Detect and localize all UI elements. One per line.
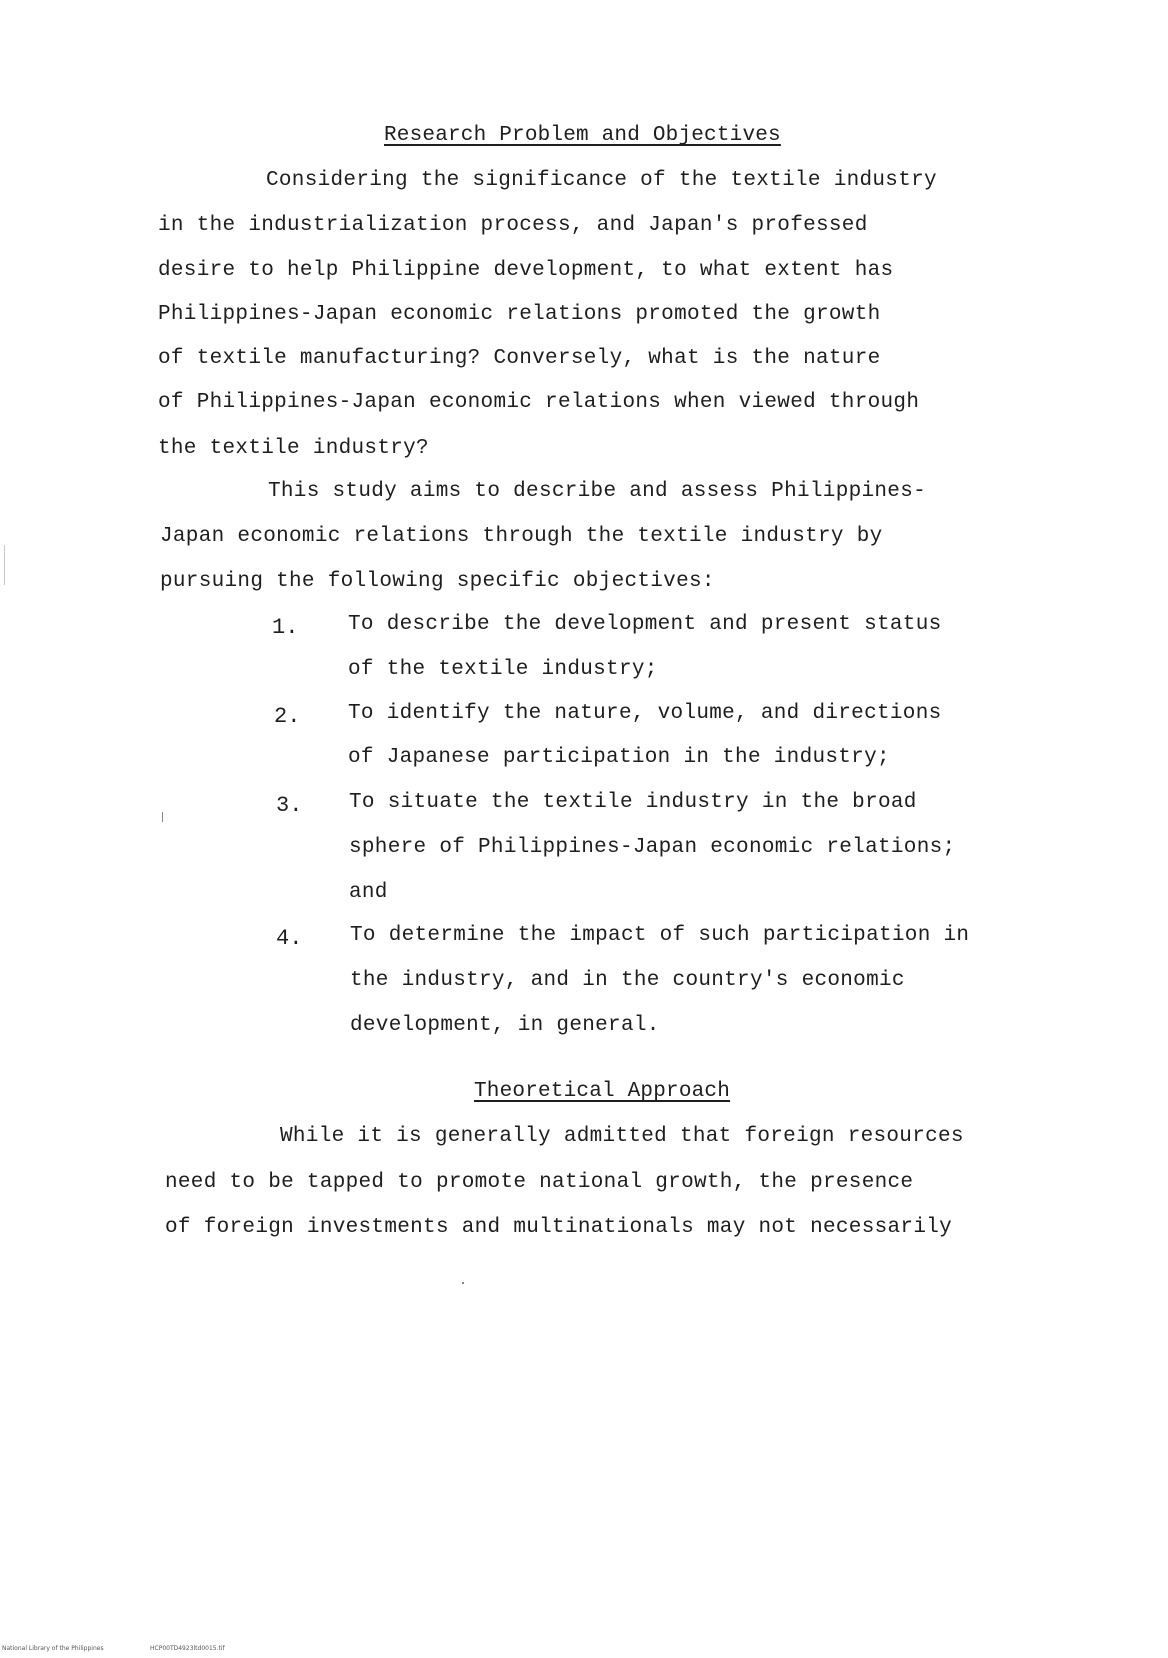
paragraph-line: of Philippines-Japan economic relations when viewed through [158, 391, 920, 414]
paragraph-line: pursuing the following specific objectives: [160, 570, 715, 593]
scan-speck [462, 1282, 464, 1284]
objective-line: and [349, 881, 388, 904]
paragraph-line: This study aims to describe and assess Philippines- [268, 480, 927, 503]
paragraph-line: While it is generally admitted that foreign resources [280, 1125, 964, 1148]
paragraph-line: the textile industry? [158, 437, 429, 460]
objective-number: 3. [276, 793, 303, 818]
section-title-research-problem: Research Problem and Objectives [384, 124, 781, 147]
paragraph-line: Japan economic relations through the textile industry by [160, 525, 883, 548]
objective-line: the industry, and in the country's economic [350, 969, 905, 992]
scan-speck [4, 545, 5, 585]
paragraph-line: of foreign investments and multinationals may not necessarily [165, 1216, 953, 1239]
objective-line: of the textile industry; [348, 658, 658, 681]
section-title-theoretical-approach: Theoretical Approach [474, 1080, 731, 1103]
objective-line: To situate the textile industry in the broad [349, 791, 917, 814]
objective-line: To identify the nature, volume, and directions [348, 702, 942, 725]
footer-library-name: National Library of the Philippines [2, 1645, 104, 1652]
objective-number: 4. [276, 926, 303, 951]
scan-speck [162, 812, 163, 822]
objective-number: 2. [274, 704, 301, 729]
objective-line: To describe the development and present status [348, 613, 942, 636]
objective-line: of Japanese participation in the industry; [348, 746, 890, 769]
paragraph-line: Considering the significance of the textile industry [266, 169, 937, 192]
paragraph-line: Philippines-Japan economic relations promoted the growth [158, 303, 881, 326]
paragraph-line: desire to help Philippine development, to what extent has [158, 259, 894, 282]
objective-line: sphere of Philippines-Japan economic relations; [349, 836, 956, 859]
objective-number: 1. [272, 615, 299, 640]
paragraph-line: in the industrialization process, and Japan's professed [158, 214, 868, 237]
paragraph-line: need to be tapped to promote national growth, the presence [165, 1171, 914, 1194]
paragraph-line: of textile manufacturing? Conversely, what is the nature [158, 347, 881, 370]
objective-line: To determine the impact of such participation in [350, 924, 970, 947]
objective-line: development, in general. [350, 1014, 660, 1037]
footer-file-id: HCP00TD4923ltd0015.tif [150, 1645, 225, 1652]
